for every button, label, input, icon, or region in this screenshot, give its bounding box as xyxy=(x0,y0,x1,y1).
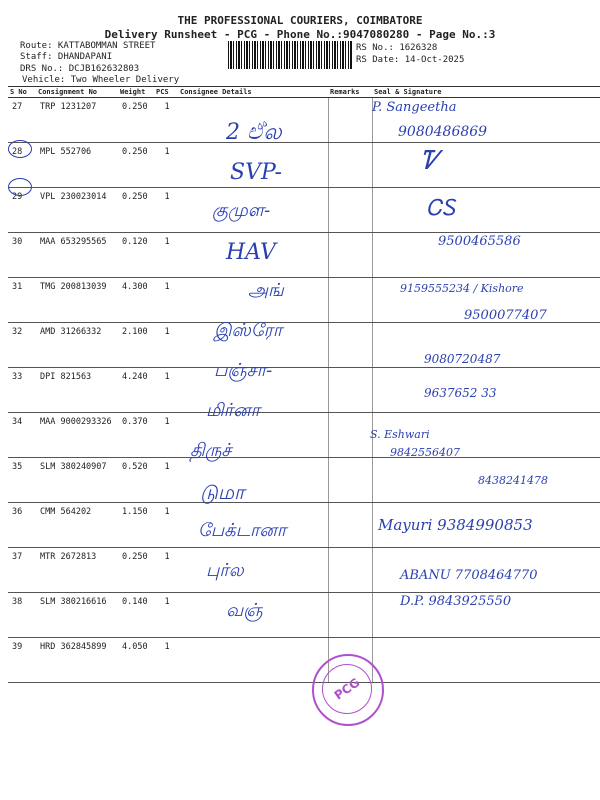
row-weight: 4.300 xyxy=(118,278,154,323)
row-consignment: AMD 31266332 xyxy=(36,323,118,368)
staff-label: Staff: DHANDAPANI xyxy=(20,52,113,62)
signature-phone: ABANU 7708464770 xyxy=(400,568,538,583)
row-weight: 0.370 xyxy=(118,413,154,458)
table-row xyxy=(8,638,600,683)
row-sno: 27 xyxy=(8,98,36,143)
drs-label: DRS No.: DCJB162632803 xyxy=(20,64,140,74)
row-sno: 30 xyxy=(8,233,36,278)
stamp-text: PCG xyxy=(312,654,382,724)
handwritten-name: டுமா xyxy=(200,480,245,504)
row-remarks xyxy=(328,548,372,593)
row-weight: 0.250 xyxy=(118,98,154,143)
row-consignment: HRD 362845899 xyxy=(36,638,118,683)
row-sno: 39 xyxy=(8,638,36,683)
row-sno: 37 xyxy=(8,548,36,593)
row-pcs: 1 xyxy=(154,503,178,548)
row-remarks xyxy=(328,413,372,458)
row-sno: 33 xyxy=(8,368,36,413)
handwritten-name: குமுள- xyxy=(212,200,271,221)
circled-29-mark xyxy=(8,178,32,196)
row-weight: 0.250 xyxy=(118,188,154,233)
row-weight: 4.050 xyxy=(118,638,154,683)
runsheet-table xyxy=(8,86,600,683)
row-consignment: MAA 9000293326 xyxy=(36,413,118,458)
col-seal: Seal & Signature xyxy=(372,87,600,98)
col-consignment: Consignment No xyxy=(36,87,118,98)
table-row xyxy=(8,188,600,233)
row-sno: 35 xyxy=(8,458,36,503)
col-remarks: Remarks xyxy=(328,87,372,98)
col-weight: Weight xyxy=(118,87,154,98)
row-seal xyxy=(372,143,600,188)
row-remarks xyxy=(328,278,372,323)
pcg-seal-stamp xyxy=(312,654,384,726)
row-sno: 38 xyxy=(8,593,36,638)
row-seal xyxy=(372,638,600,683)
row-pcs: 1 xyxy=(154,98,178,143)
signature-phone: 8438241478 xyxy=(478,474,548,487)
row-pcs: 1 xyxy=(154,368,178,413)
row-consignment: TMG 200813039 xyxy=(36,278,118,323)
rs-number: RS No.: 1626328 xyxy=(356,43,438,53)
row-pcs: 1 xyxy=(154,143,178,188)
row-weight: 0.520 xyxy=(118,458,154,503)
row-pcs: 1 xyxy=(154,548,178,593)
signature-phone: 9500465586 xyxy=(438,234,521,249)
row-weight: 4.240 xyxy=(118,368,154,413)
handwritten-name: புர்ல xyxy=(206,560,244,581)
signature-phone: 9842556407 xyxy=(390,446,460,459)
row-sno: 31 xyxy=(8,278,36,323)
col-consignee: Consignee Details xyxy=(178,87,328,98)
row-pcs: 1 xyxy=(154,278,178,323)
row-consignment: MPL 552706 xyxy=(36,143,118,188)
vehicle-label: Vehicle: Two Wheeler Delivery xyxy=(22,75,180,85)
runsheet-subtitle: Delivery Runsheet - PCG - Phone No.:9047080280 - Page No.:3 xyxy=(104,28,496,41)
row-weight: 1.150 xyxy=(118,503,154,548)
row-remarks xyxy=(328,188,372,233)
row-pcs: 1 xyxy=(154,458,178,503)
handwritten-name: அங் xyxy=(248,280,284,301)
row-weight: 0.250 xyxy=(118,143,154,188)
table-row xyxy=(8,368,600,413)
signature: S. Eshwari xyxy=(370,428,430,441)
row-remarks xyxy=(328,98,372,143)
row-consignment: SLM 380216616 xyxy=(36,593,118,638)
row-weight: 2.100 xyxy=(118,323,154,368)
signature-phone: 9080720487 xyxy=(424,352,501,366)
company-title: THE PROFESSIONAL COURIERS, COIMBATORE xyxy=(177,14,423,27)
row-consignment: VPL 230023014 xyxy=(36,188,118,233)
row-consignee xyxy=(178,638,328,683)
handwritten-name: மிர்னா xyxy=(206,400,260,421)
signature-scribble: ᏟᏚ xyxy=(426,196,456,221)
table-row xyxy=(8,323,600,368)
row-pcs: 1 xyxy=(154,233,178,278)
row-remarks xyxy=(328,143,372,188)
table-row xyxy=(8,593,600,638)
row-consignment: TRP 1231207 xyxy=(36,98,118,143)
rs-date: RS Date: 14-Oct-2025 xyxy=(356,55,465,65)
handwritten-name: இஸ்ரோ xyxy=(214,320,283,341)
barcode xyxy=(228,41,352,69)
row-remarks xyxy=(328,593,372,638)
handwritten-name: 2 ඒல xyxy=(226,120,282,145)
table-row xyxy=(8,98,600,143)
row-pcs: 1 xyxy=(154,413,178,458)
row-consignment: SLM 380240907 xyxy=(36,458,118,503)
col-sno: S No xyxy=(8,87,36,98)
row-remarks xyxy=(328,503,372,548)
row-consignment: CMM 564202 xyxy=(36,503,118,548)
row-weight: 0.140 xyxy=(118,593,154,638)
signature-phone: 9159555234 / Kishore xyxy=(400,282,524,295)
handwritten-name: திருச் xyxy=(190,440,232,461)
handwritten-name: பேக்டானா xyxy=(198,520,287,541)
row-sno: 34 xyxy=(8,413,36,458)
row-consignment: MTR 2672813 xyxy=(36,548,118,593)
row-consignment: DPI 821563 xyxy=(36,368,118,413)
row-remarks xyxy=(328,323,372,368)
row-remarks xyxy=(328,458,372,503)
row-remarks xyxy=(328,368,372,413)
row-sno: 28 xyxy=(8,143,36,188)
signature-phone: Mayuri 9384990853 xyxy=(378,516,533,534)
row-sno: 32 xyxy=(8,323,36,368)
row-pcs: 1 xyxy=(154,593,178,638)
circled-28-mark xyxy=(8,140,32,158)
table-row xyxy=(8,413,600,458)
row-weight: 0.120 xyxy=(118,233,154,278)
signature-phone: 9637652 33 xyxy=(424,386,497,400)
handwritten-name: SVP- xyxy=(230,160,282,185)
row-pcs: 1 xyxy=(154,188,178,233)
route-label: Route: KATTABOMMAN STREET xyxy=(20,41,156,51)
handwritten-name: பஞ்சா- xyxy=(214,360,273,381)
signature: P. Sangeetha xyxy=(372,100,457,115)
signature-scribble: Ꮴ xyxy=(420,146,440,176)
signature-phone: 9080486869 xyxy=(398,124,488,140)
row-remarks xyxy=(328,233,372,278)
signature-phone: D.P. 9843925550 xyxy=(400,594,512,609)
col-pcs: PCS xyxy=(154,87,178,98)
handwritten-name: HAV xyxy=(226,240,276,265)
row-consignment: MAA 653295565 xyxy=(36,233,118,278)
handwritten-name: வஞ் xyxy=(226,600,263,621)
row-seal xyxy=(372,188,600,233)
signature-phone: 9500077407 xyxy=(464,308,547,323)
row-weight: 0.250 xyxy=(118,548,154,593)
table-row xyxy=(8,143,600,188)
row-pcs: 1 xyxy=(154,323,178,368)
row-pcs: 1 xyxy=(154,638,178,683)
row-sno: 36 xyxy=(8,503,36,548)
row-consignee xyxy=(178,548,328,593)
row-sno: 29 xyxy=(8,188,36,233)
